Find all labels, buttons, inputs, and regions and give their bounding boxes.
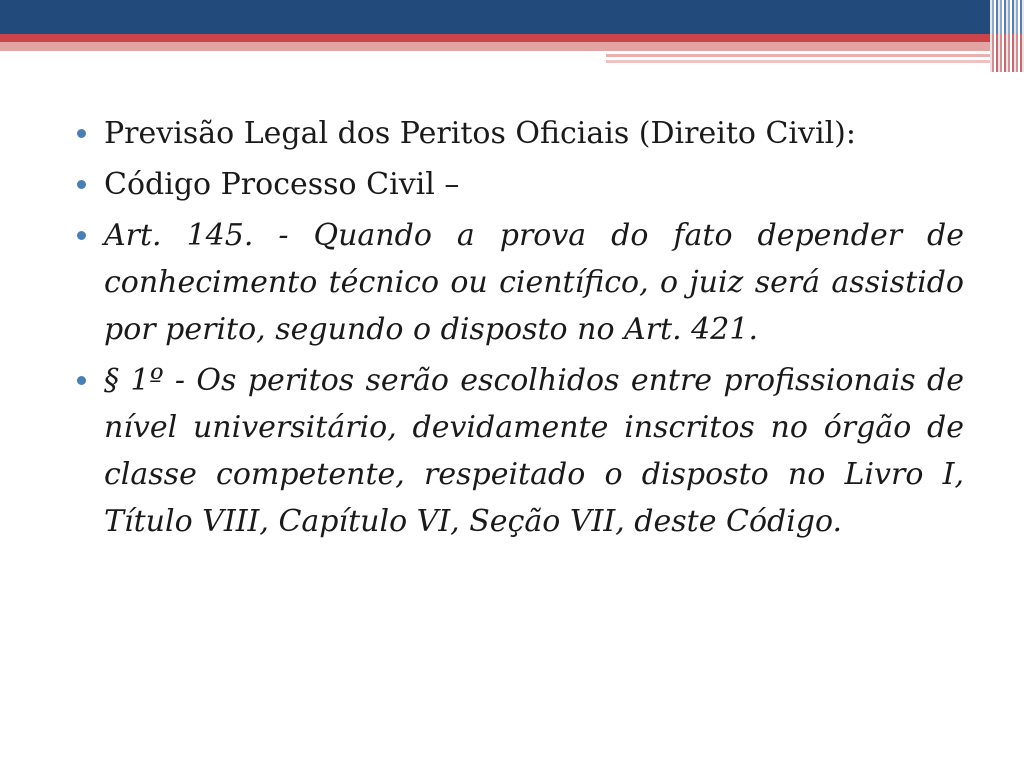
header-pink-bar — [0, 42, 1024, 51]
header-blue-bar — [0, 0, 1024, 34]
bullet-dot-icon — [77, 376, 86, 385]
bullet-text: Previsão Legal dos Peritos Oficiais (Direito Civil): — [104, 116, 856, 151]
header-accent-lines — [606, 51, 1024, 68]
bullet-text: Código Processo Civil – — [104, 167, 460, 202]
bullet-text: § 1º - Os peritos serão escolhidos entre profissionais de nível universitário, devidamente inscritos no órgão de classe competente, respeitado o disposto no Livro I, Título VIII, Capítulo VI, Seção VII, deste Código. — [104, 363, 964, 539]
header-vertical-stripes-lower — [990, 34, 1024, 72]
bullet-dot-icon — [77, 231, 86, 240]
bullet-item-art-145 — [76, 212, 964, 353]
bullet-dot-icon — [77, 129, 86, 138]
bullet-list — [76, 110, 964, 545]
slide-content — [76, 110, 964, 549]
bullet-item-codigo — [76, 161, 964, 208]
header-decoration — [0, 0, 1024, 80]
bullet-item-paragrafo-1 — [76, 357, 964, 545]
bullet-text: Art. 145. - Quando a prova do fato depender de conhecimento técnico ou científico, o juiz será assistido por perito, segundo o disposto no Art. 421. — [104, 218, 964, 347]
header-red-bar — [0, 34, 1024, 42]
bullet-item-previsao — [76, 110, 964, 157]
bullet-dot-icon — [77, 180, 86, 189]
